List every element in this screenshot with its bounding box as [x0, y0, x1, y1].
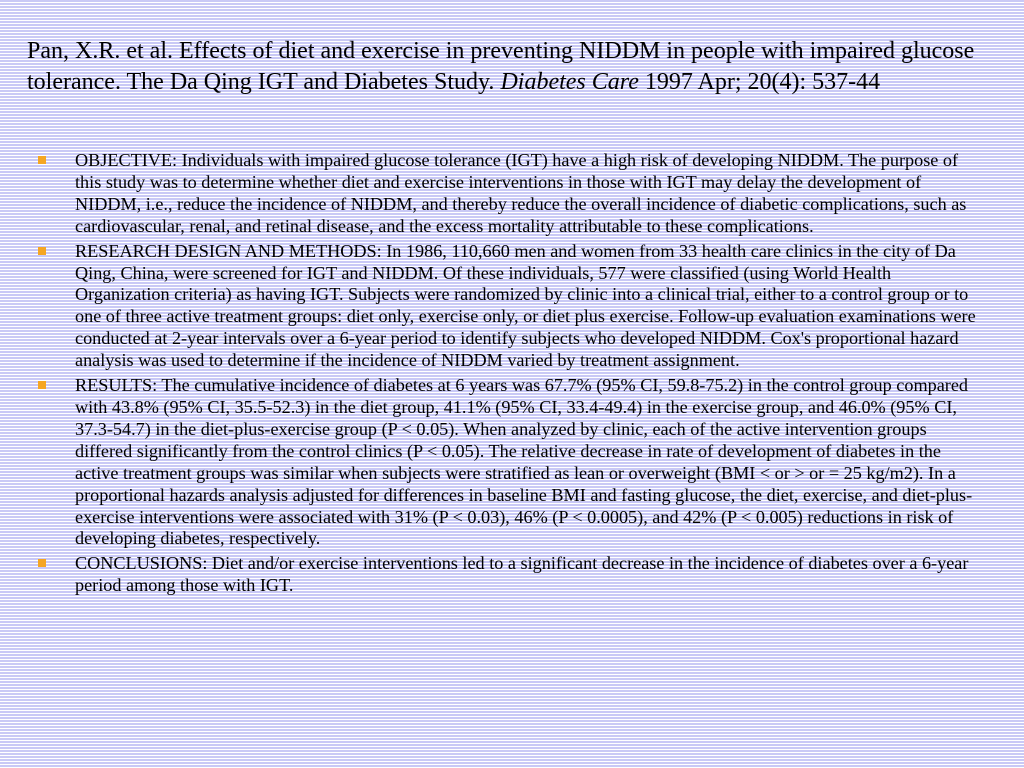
- title-citation: 1997 Apr; 20(4): 537-44: [638, 69, 881, 95]
- bullet-text: RESULTS: The cumulative incidence of diabetes at 6 years was 67.7% (95% CI, 59.8-75.2) in the control group compared with 43.8% (95% CI, 35.5-52.3) in the diet group, 41.1% (95% CI, 33.4-49.4) in the exercise group, and 46.0% (95% CI, 37.3-54.7) in the diet-plus-exercise group (P < 0.05). When analyzed by clinic, each of the active intervention groups differed significantly from the control clinics (P < 0.05). The relative decrease in rate of development of diabetes in the active treatment groups was similar when subjects were stratified as lean or overweight (BMI < or > or = 25 kg/m2). In a proportional hazards analysis adjusted for differences in baseline BMI and fasting glucose, the diet, exercise, and diet-plus-exercise interventions were associated with 31% (P < 0.03), 46% (P < 0.0005), and 42% (P < 0.005) reductions in risk of developing diabetes, respectively.: [75, 375, 973, 549]
- bullet-text: CONCLUSIONS: Diet and/or exercise interventions led to a significant decrease in the incidence of diabetes over a 6-year period among those with IGT.: [75, 553, 969, 596]
- bullet-results: [32, 375, 982, 550]
- square-bullet-icon: [38, 381, 46, 389]
- square-bullet-icon: [38, 247, 46, 255]
- title-journal: Diabetes Care: [500, 69, 639, 95]
- abstract-bullet-list: [32, 150, 982, 600]
- bullet-methods: [32, 241, 982, 372]
- bullet-text: OBJECTIVE: Individuals with impaired glucose tolerance (IGT) have a high risk of developing NIDDM. The purpose of this study was to determine whether diet and exercise interventions in those with IGT may delay the development of NIDDM, i.e., reduce the incidence of NIDDM, and thereby reduce the overall incidence of diabetic complications, such as cardiovascular, renal, and retinal disease, and the excess mortality attributable to these complications.: [75, 150, 967, 236]
- square-bullet-icon: [38, 559, 46, 567]
- square-bullet-icon: [38, 156, 46, 164]
- bullet-text: RESEARCH DESIGN AND METHODS: In 1986, 110,660 men and women from 33 health care clinics in the city of Da Qing, China, were screened for IGT and NIDDM. Of these individuals, 577 were classified (using World Health Organization criteria) as having IGT. Subjects were randomized by clinic into a clinical trial, either to a control group or to one of three active treatment groups: diet only, exercise only, or diet plus exercise. Follow-up evaluation examinations were conducted at 2-year intervals over a 6-year period to identify subjects who developed NIDDM. Cox's proportional hazard analysis was used to determine if the incidence of NIDDM varied by treatment assignment.: [75, 240, 976, 371]
- slide-title: [27, 36, 997, 98]
- bullet-objective: [32, 150, 982, 238]
- title-lead: Pan, X.R. et al. Effects of diet and exercise in preventing NIDDM in people with impaired glucose tolerance. The Da Qing IGT and Diabetes Study.: [27, 38, 975, 95]
- bullet-conclusions: [32, 553, 982, 597]
